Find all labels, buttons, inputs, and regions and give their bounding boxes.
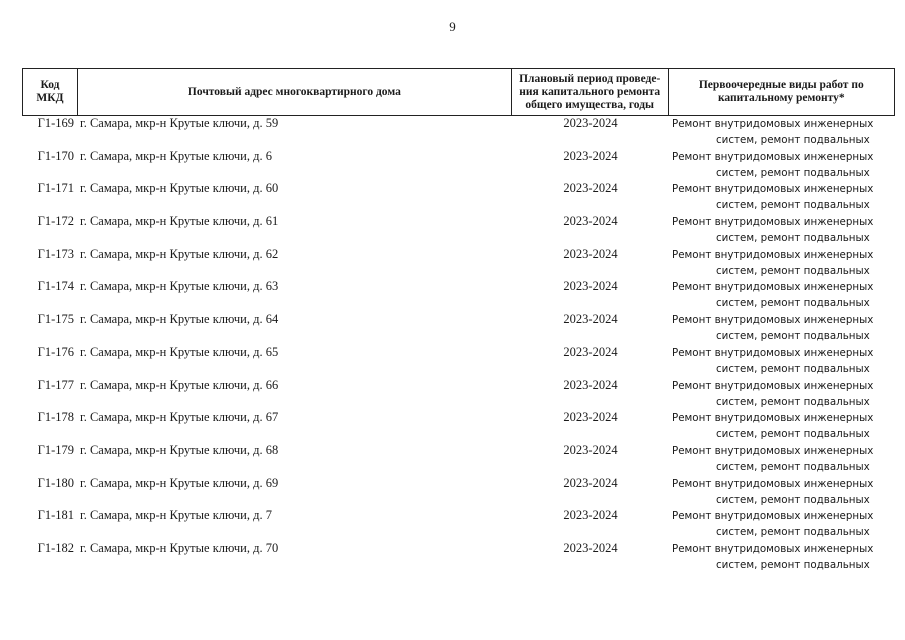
repair-works-line-2: систем, ремонт подвальных bbox=[716, 460, 870, 473]
repair-works-line-2: систем, ремонт подвальных bbox=[716, 232, 870, 245]
repair-works bbox=[669, 410, 895, 443]
repair-plan-table bbox=[22, 68, 895, 574]
repair-period: 2023-2024 bbox=[563, 312, 618, 327]
repair-period: 2023-2024 bbox=[563, 181, 618, 196]
building-address: г. Самара, мкр-н Крутые ключи, д. 7 bbox=[80, 508, 272, 523]
repair-works bbox=[669, 312, 895, 345]
building-address: г. Самара, мкр-н Крутые ключи, д. 64 bbox=[80, 312, 279, 327]
mkd-code: Г1-175 bbox=[37, 312, 74, 327]
mkd-code: Г1-174 bbox=[37, 279, 74, 294]
repair-works bbox=[669, 378, 895, 411]
repair-works-line-2: систем, ремонт подвальных bbox=[716, 330, 870, 343]
repair-works-line-2: систем, ремонт подвальных bbox=[716, 297, 870, 310]
table-row bbox=[22, 378, 895, 411]
page-number: 9 bbox=[449, 19, 456, 34]
header-period: Плановый период проведе-ния капитального ремонта общего имущества, годы bbox=[512, 69, 669, 115]
repair-period: 2023-2024 bbox=[563, 214, 618, 229]
table-row bbox=[22, 508, 895, 541]
header-address: Почтовый адрес многоквартирного дома bbox=[78, 69, 512, 115]
repair-period: 2023-2024 bbox=[563, 475, 618, 490]
table-header bbox=[22, 68, 895, 116]
table-row bbox=[22, 476, 895, 509]
repair-works bbox=[669, 214, 895, 247]
repair-works-line-2: систем, ремонт подвальных bbox=[716, 526, 870, 539]
table-row bbox=[22, 181, 895, 214]
building-address: г. Самара, мкр-н Крутые ключи, д. 62 bbox=[80, 246, 279, 261]
repair-works-line-1: Ремонт внутридомовых инженерных bbox=[672, 477, 874, 490]
repair-period: 2023-2024 bbox=[563, 508, 618, 523]
table-row bbox=[22, 410, 895, 443]
repair-works-line-1: Ремонт внутридомовых инженерных bbox=[672, 150, 874, 163]
header-code: Код МКД bbox=[23, 69, 78, 115]
mkd-code: Г1-176 bbox=[37, 344, 74, 359]
building-address: г. Самара, мкр-н Крутые ключи, д. 60 bbox=[80, 181, 279, 196]
building-address: г. Самара, мкр-н Крутые ключи, д. 67 bbox=[80, 410, 279, 425]
repair-works-line-1: Ремонт внутридомовых инженерных bbox=[672, 314, 874, 327]
building-address: г. Самара, мкр-н Крутые ключи, д. 69 bbox=[80, 475, 279, 490]
building-address: г. Самара, мкр-н Крутые ключи, д. 6 bbox=[80, 148, 272, 163]
repair-works bbox=[669, 116, 895, 149]
repair-works bbox=[669, 508, 895, 541]
repair-works-line-1: Ремонт внутридомовых инженерных bbox=[672, 412, 874, 425]
repair-works bbox=[669, 345, 895, 378]
repair-period: 2023-2024 bbox=[563, 344, 618, 359]
repair-period: 2023-2024 bbox=[563, 279, 618, 294]
header-works: Первоочередные виды работ по капитальному ремонту* bbox=[698, 79, 864, 104]
table-row bbox=[22, 443, 895, 476]
repair-works-line-1: Ремонт внутридомовых инженерных bbox=[672, 346, 874, 359]
repair-period: 2023-2024 bbox=[563, 377, 618, 392]
repair-works-line-2: систем, ремонт подвальных bbox=[716, 493, 870, 506]
repair-period: 2023-2024 bbox=[563, 148, 618, 163]
repair-works-line-1: Ремонт внутридомовых инженерных bbox=[672, 118, 874, 130]
mkd-code: Г1-182 bbox=[37, 540, 74, 555]
table-row bbox=[22, 279, 895, 312]
table-row bbox=[22, 541, 895, 574]
repair-works-line-1: Ремонт внутридомовых инженерных bbox=[672, 183, 874, 196]
repair-period: 2023-2024 bbox=[563, 116, 618, 130]
building-address: г. Самара, мкр-н Крутые ключи, д. 65 bbox=[80, 344, 279, 359]
repair-works bbox=[669, 181, 895, 214]
building-address: г. Самара, мкр-н Крутые ключи, д. 63 bbox=[80, 279, 279, 294]
repair-works bbox=[669, 149, 895, 182]
repair-works-line-2: систем, ремонт подвальных bbox=[716, 264, 870, 277]
mkd-code: Г1-169 bbox=[37, 116, 74, 130]
building-address: г. Самара, мкр-н Крутые ключи, д. 66 bbox=[80, 377, 279, 392]
repair-works bbox=[669, 279, 895, 312]
building-address: г. Самара, мкр-н Крутые ключи, д. 61 bbox=[80, 214, 279, 229]
repair-works-line-1: Ремонт внутридомовых инженерных bbox=[672, 281, 874, 294]
repair-works bbox=[669, 541, 895, 574]
repair-works-line-2: систем, ремонт подвальных bbox=[716, 134, 870, 146]
repair-period: 2023-2024 bbox=[563, 246, 618, 261]
table-row bbox=[22, 149, 895, 182]
repair-works-line-2: систем, ремонт подвальных bbox=[716, 166, 870, 179]
repair-period: 2023-2024 bbox=[563, 410, 618, 425]
repair-period: 2023-2024 bbox=[563, 442, 618, 457]
table-row bbox=[22, 116, 895, 149]
repair-works-line-1: Ремонт внутридомовых инженерных bbox=[672, 542, 874, 555]
table-row bbox=[22, 312, 895, 345]
repair-works bbox=[669, 443, 895, 476]
table-row bbox=[22, 345, 895, 378]
table-body bbox=[22, 116, 895, 574]
repair-works bbox=[669, 476, 895, 509]
mkd-code: Г1-172 bbox=[37, 214, 74, 229]
mkd-code: Г1-181 bbox=[37, 508, 74, 523]
mkd-code: Г1-179 bbox=[37, 442, 74, 457]
building-address: г. Самара, мкр-н Крутые ключи, д. 70 bbox=[80, 540, 279, 555]
mkd-code: Г1-173 bbox=[37, 246, 74, 261]
repair-works-line-2: систем, ремонт подвальных bbox=[716, 362, 870, 375]
mkd-code: Г1-178 bbox=[37, 410, 74, 425]
building-address: г. Самара, мкр-н Крутые ключи, д. 68 bbox=[80, 442, 279, 457]
repair-works-line-1: Ремонт внутридомовых инженерных bbox=[672, 444, 874, 457]
repair-works-line-2: систем, ремонт подвальных bbox=[716, 558, 870, 571]
building-address: г. Самара, мкр-н Крутые ключи, д. 59 bbox=[80, 116, 279, 130]
table-row bbox=[22, 247, 895, 280]
mkd-code: Г1-180 bbox=[37, 475, 74, 490]
repair-works-line-2: систем, ремонт подвальных bbox=[716, 428, 870, 441]
repair-works-line-1: Ремонт внутридомовых инженерных bbox=[672, 510, 874, 523]
repair-works-line-2: систем, ремонт подвальных bbox=[716, 395, 870, 408]
mkd-code: Г1-171 bbox=[37, 181, 74, 196]
repair-works-line-1: Ремонт внутридомовых инженерных bbox=[672, 248, 874, 261]
mkd-code: Г1-170 bbox=[37, 148, 74, 163]
repair-works-line-1: Ремонт внутридомовых инженерных bbox=[672, 379, 874, 392]
table-row bbox=[22, 214, 895, 247]
mkd-code: Г1-177 bbox=[37, 377, 74, 392]
repair-works bbox=[669, 247, 895, 280]
repair-period: 2023-2024 bbox=[563, 540, 618, 555]
repair-works-line-2: систем, ремонт подвальных bbox=[716, 199, 870, 212]
repair-works-line-1: Ремонт внутридомовых инженерных bbox=[672, 216, 874, 229]
